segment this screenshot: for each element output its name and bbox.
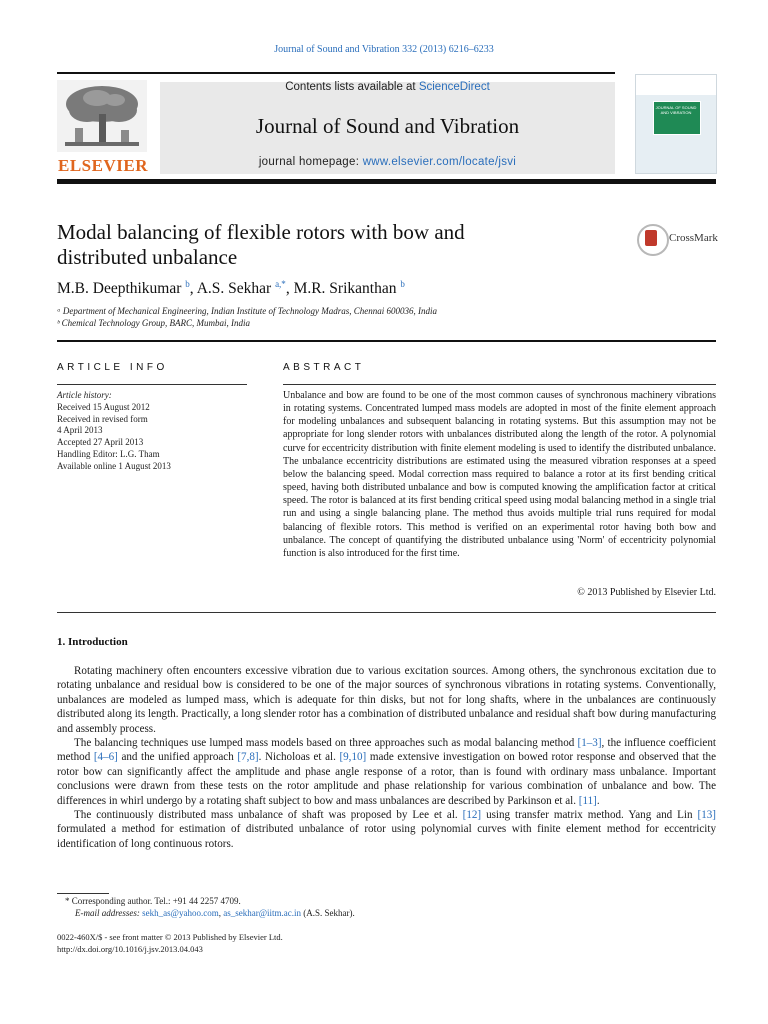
author-list: M.B. Deepthikumar $^b$, A.S. Sekhar $^{a,*}$, M.R. Srikanthan $^b$ — [57, 279, 405, 298]
intro-paragraph-1: Rotating machinery often encounters excessive vibration due to various excitation sources. Among others, the synchronous excitation due to rotating unbalance and residual bow is considered to be one of the major sources of synchronous vibrations in rotating systems. Conventionally, unbalances are modeled as lumped mass, which is adequate for thin disks, but not for long shafts, where in the unbalances are continuously distributed along its length. Practically, a long slender rotor has a combination of distributed unbalance and residual shaft bow during manufacturing and assembly process. — [57, 665, 716, 735]
affiliation-b: ᵇ Chemical Technology Group, BARC, Mumbai, India — [57, 318, 250, 328]
crossmark-button[interactable] — [637, 224, 717, 258]
citation-link[interactable]: [4–6] — [93, 751, 118, 764]
homepage-link[interactable]: www.elsevier.com/locate/jsvi — [362, 156, 517, 168]
front-matter-line: 0022-460X/$ - see front matter © 2013 Published by Elsevier Ltd. — [57, 932, 283, 942]
citation-link[interactable]: [13] — [697, 809, 716, 822]
author-name: A.S. Sekhar — [196, 280, 272, 298]
email-link[interactable]: sekh_as@yahoo.com — [142, 908, 219, 918]
elsevier-wordmark: ELSEVIER — [58, 156, 148, 175]
cover-title-text: JOURNAL OF SOUND AND VIBRATION — [655, 105, 697, 116]
journal-title: Journal of Sound and Vibration — [255, 114, 520, 138]
front-matter-block — [57, 931, 283, 955]
sciencedirect-link[interactable]: ScienceDirect — [418, 81, 490, 93]
doi-line[interactable]: http://dx.doi.org/10.1016/j.jsv.2013.04.043 — [57, 944, 203, 954]
crossmark-bookmark-icon — [645, 230, 657, 246]
citation-link[interactable]: [9,10] — [339, 751, 367, 764]
author-affiliation-mark[interactable]: b — [400, 279, 405, 289]
author-affiliation-mark[interactable]: a,* — [275, 279, 286, 289]
cover-header-band — [636, 75, 716, 95]
citation-link[interactable]: [12] — [462, 809, 482, 822]
homepage-prefix: journal homepage: — [258, 156, 363, 168]
section-heading-introduction: 1. Introduction — [57, 636, 128, 648]
contents-prefix: Contents lists available at — [285, 81, 419, 93]
author-name: M.R. Srikanthan — [293, 280, 397, 298]
paragraph-text: , the influence coefficient method — [57, 737, 716, 764]
paragraph-text: made extensive investigation on bowed rotor response and observed that the rotor bow can significantly affect the amplitude and phase angle response of a rotor, than is found with ordinary mass unbalance. Important conclusions were drawn from these tests on the rotor amplitude and phase relationship for various combination of unbalance and bow. The differences in whirl undergo by a rotating shaft subject to bow and mass unbalances are described by Parkinson et al. — [57, 751, 716, 807]
journal-citation[interactable]: Journal of Sound and Vibration 332 (2013) 6216–6233 — [274, 44, 494, 55]
header-rule — [57, 72, 615, 74]
article-info-rule — [57, 384, 247, 385]
crossmark-label: CrossMark — [669, 232, 718, 244]
footnote-rule — [57, 893, 109, 894]
journal-cover-thumbnail[interactable] — [635, 74, 717, 174]
history-item: Available online 1 August 2013 — [57, 460, 171, 471]
paragraph-text: . Nicholoas et al. — [258, 751, 340, 764]
introduction-body — [57, 664, 716, 851]
history-label: Article history: — [57, 390, 112, 400]
journal-homepage-line — [160, 156, 615, 168]
affiliation-a: ᵃ Department of Mechanical Engineering, Indian Institute of Technology Madras, Chennai 600036, India — [57, 306, 437, 316]
paragraph-text: . — [596, 794, 600, 807]
author-name: M.B. Deepthikumar — [57, 280, 182, 298]
intro-paragraph-3 — [57, 808, 716, 851]
history-item: Received 15 August 2012 — [57, 401, 150, 412]
email-link[interactable]: as_sekhar@iitm.ac.in — [223, 908, 301, 918]
history-item: Accepted 27 April 2013 — [57, 437, 144, 448]
history-item: Handling Editor: L.G. Tham — [57, 448, 160, 459]
title-divider — [57, 340, 716, 342]
abstract-copyright: © 2013 Published by Elsevier Ltd. — [577, 587, 716, 598]
abstract-heading: ABSTRACT — [283, 362, 365, 373]
paragraph-text: The balancing techniques use lumped mass models based on three approaches such as modal balancing method — [74, 737, 578, 750]
email-label: E-mail addresses: — [75, 908, 143, 918]
history-item: 4 April 2013 — [57, 425, 103, 436]
email-separator: , — [218, 908, 224, 918]
paper-title: Modal balancing of flexible rotors with bow and distributed unbalance — [57, 220, 465, 269]
contents-available-line — [160, 81, 615, 93]
paragraph-text: using transfer matrix method. Yang and Lin — [481, 809, 698, 822]
email-footnote — [75, 908, 355, 918]
history-item: Received in revised form — [57, 413, 148, 424]
intro-paragraph-2 — [57, 736, 716, 808]
abstract-rule — [283, 384, 716, 385]
citation-link[interactable]: [1–3] — [577, 737, 602, 750]
citation-link[interactable]: [7,8] — [237, 751, 259, 764]
email-suffix: (A.S. Sekhar). — [300, 908, 355, 918]
header-thick-rule — [57, 179, 716, 184]
citation-link[interactable]: [11] — [578, 794, 597, 807]
abstract-divider — [57, 612, 716, 613]
paragraph-text: and the unified approach — [117, 751, 238, 764]
author-affiliation-mark[interactable]: b — [185, 279, 190, 289]
article-info-heading: ARTICLE INFO — [57, 362, 168, 373]
paragraph-text: formulated a method for estimation of distributed unbalance of rotor using polynomial curves with finite element method for eccentricity identification of long continuous rotors. — [57, 823, 716, 850]
abstract-text: Unbalance and bow are found to be one of the most common causes of synchronous machinery vibrations in rotating systems. Concentrated lumped mass models are adopted in most of the finite element approach for modeling unbalances and subsequent balancing in rotating systems. But this assumption may not be appropriate for long slender rotors with unbalances distributed along the length of the rotor. A polynomial curve for eccentricity distribution with finite element modeling is used to identify the distributed unbalance. The unbalance eccentricity distributions are estimated using the measured vibration responses at a speed below the balancing speed. Modal correction mass required to balance a rotor at its first bending critical speed, having both distributed unbalance and bow is computed knowing the amplification factor at critical speed. The rotor is balanced at its first bending critical speed using modal balancing method in a single trial run and using a single balancing plane. The method thus avoids multiple trial runs required for modal balancing of flexible rotors. This method is verified on an experimental rotor having both bow and unbalance. The concept of quantifying the distributed unbalance using 'Norm' of eccentricity polynomial function is also introduced for the first time. — [283, 390, 716, 559]
article-history — [57, 390, 257, 473]
corresponding-author-note: * Corresponding author. Tel.: +91 44 2257 4709. — [65, 896, 241, 906]
paragraph-text: The continuously distributed mass unbalance of shaft was proposed by Lee et al. — [74, 809, 463, 822]
